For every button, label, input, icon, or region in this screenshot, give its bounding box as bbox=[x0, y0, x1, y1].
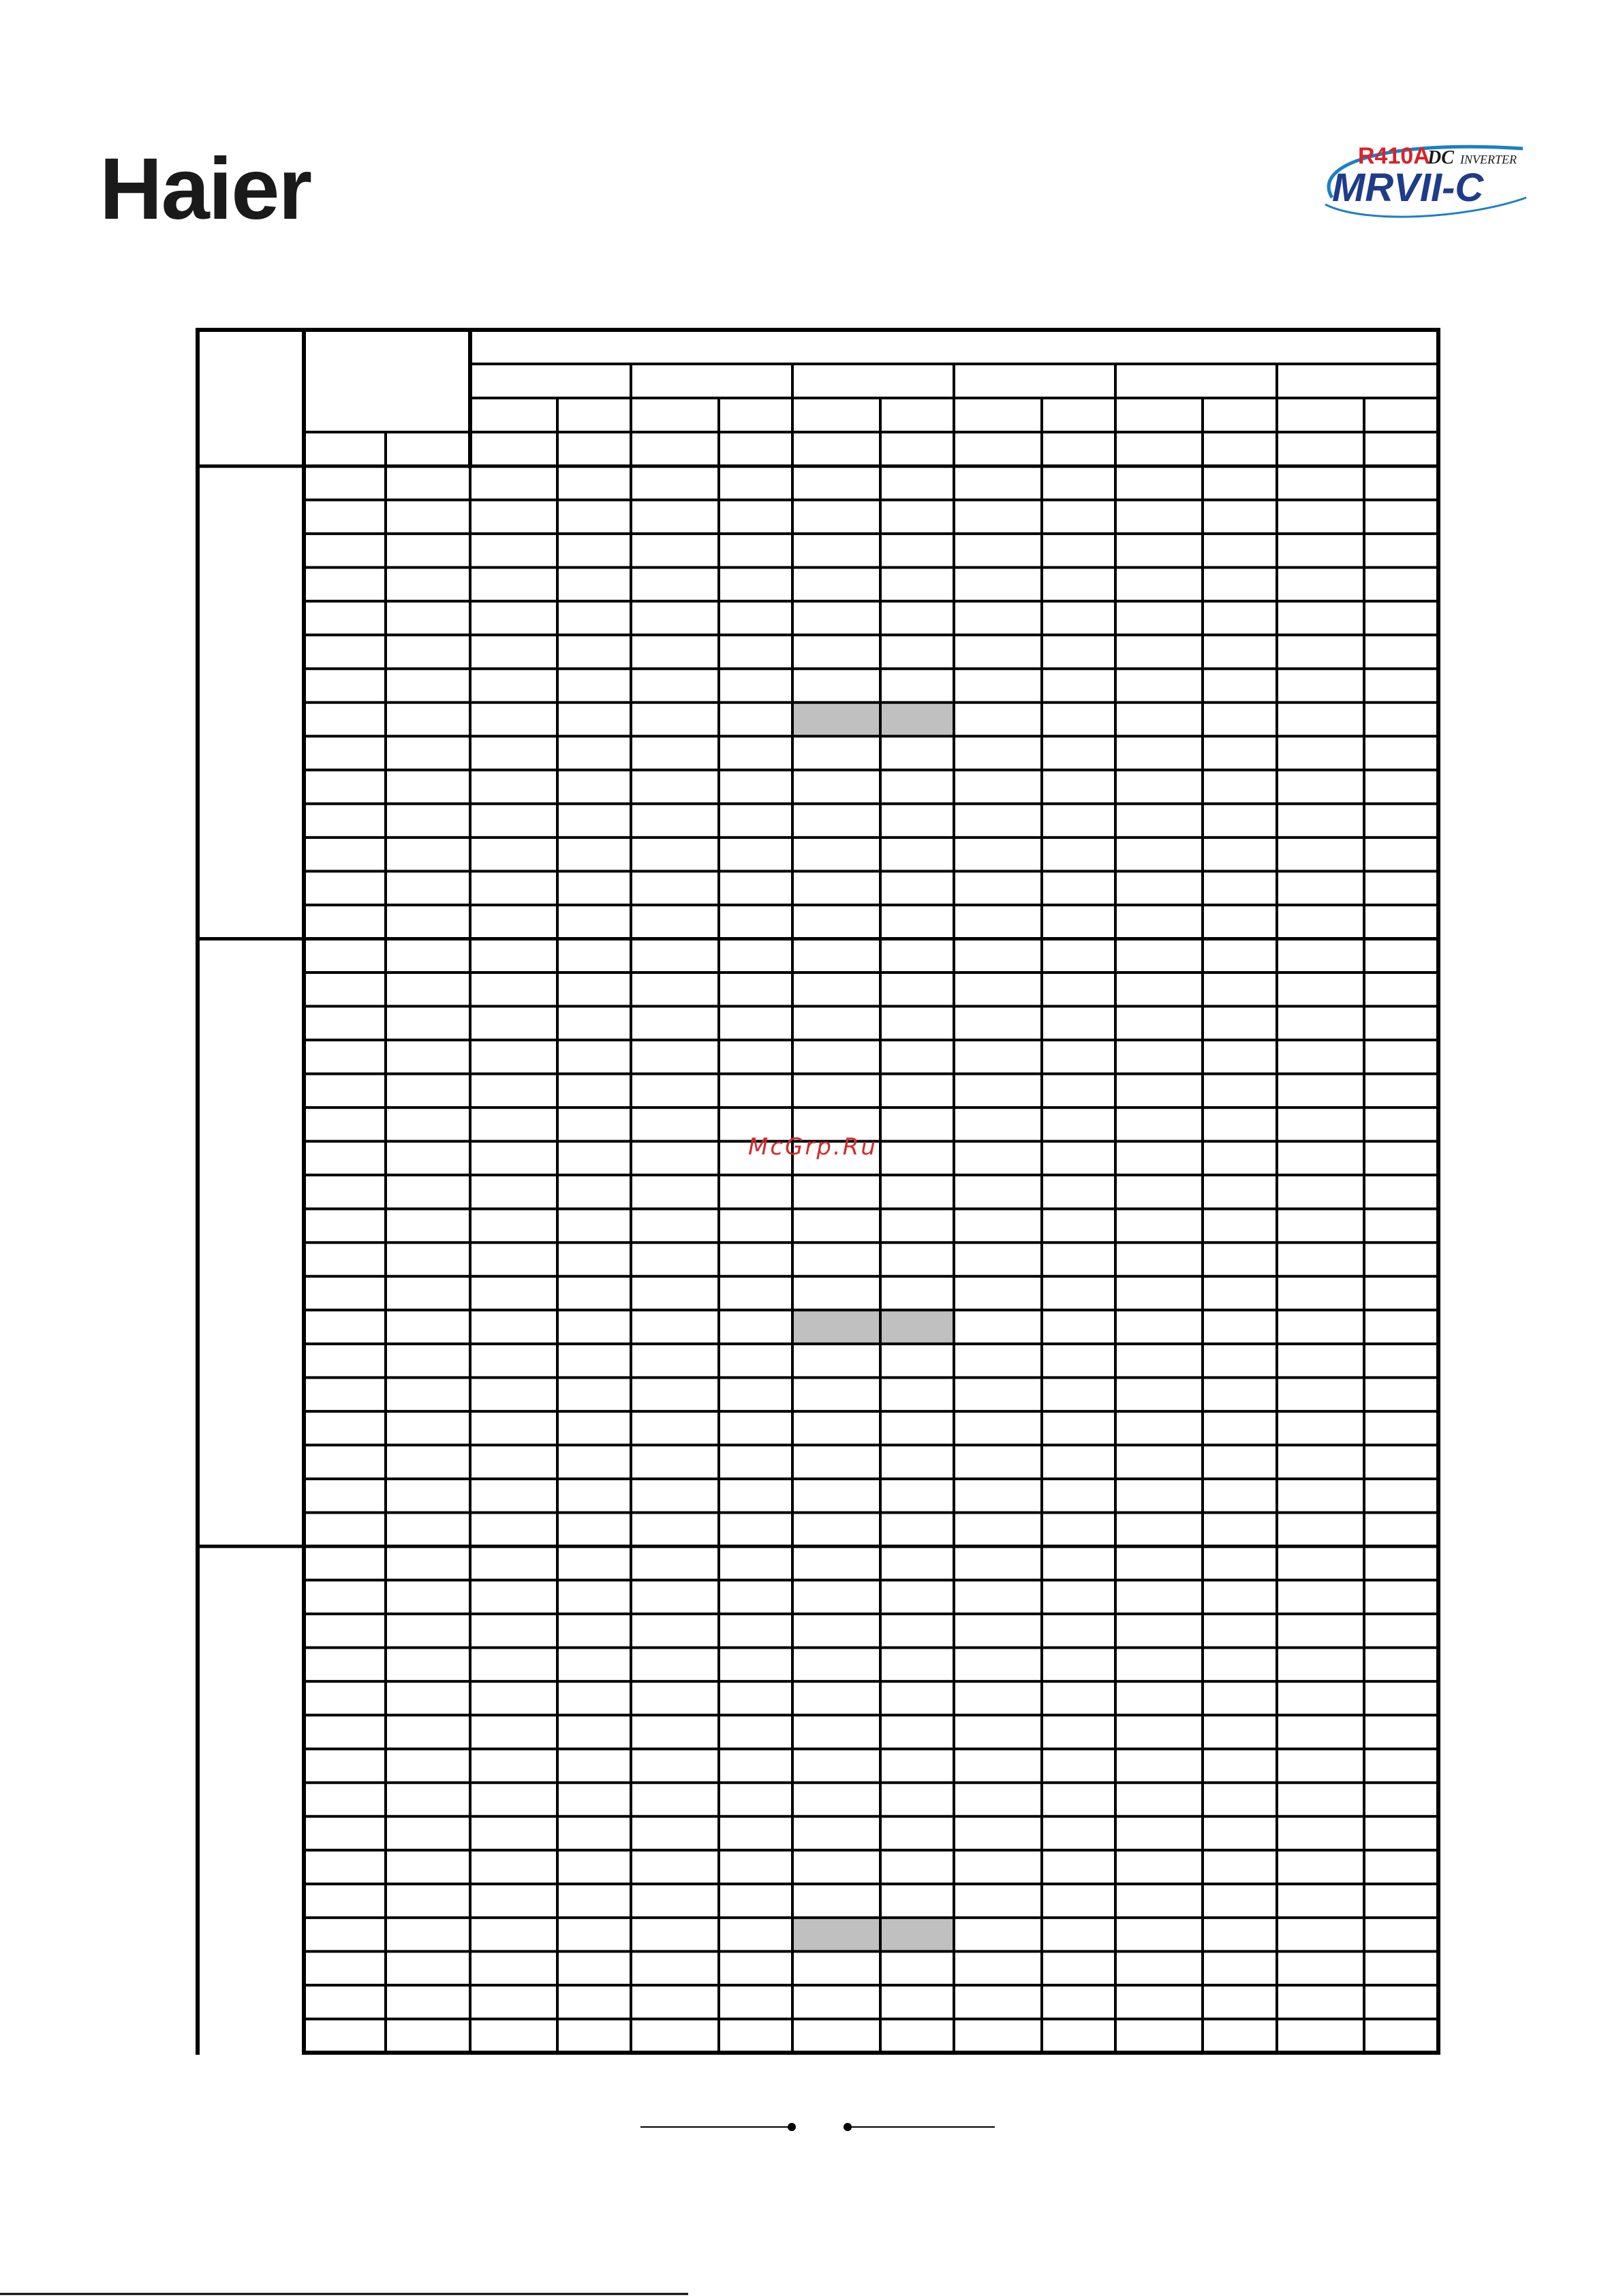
logo-dc: DC bbox=[1427, 147, 1454, 168]
logo-refrigerant: R410A bbox=[1358, 143, 1430, 169]
brand-logo: Haier bbox=[99, 140, 311, 238]
highlighted-cell bbox=[792, 703, 954, 737]
highlighted-cell bbox=[792, 1918, 954, 1952]
footer-dot-left bbox=[788, 2123, 796, 2131]
logo-inverter: INVERTER bbox=[1460, 153, 1517, 166]
logo-series: MRVII-C bbox=[1332, 166, 1484, 210]
page-footer bbox=[0, 2099, 1623, 2296]
watermark: McGrp.Ru bbox=[748, 1133, 878, 1161]
highlighted-cell bbox=[792, 1310, 954, 1344]
